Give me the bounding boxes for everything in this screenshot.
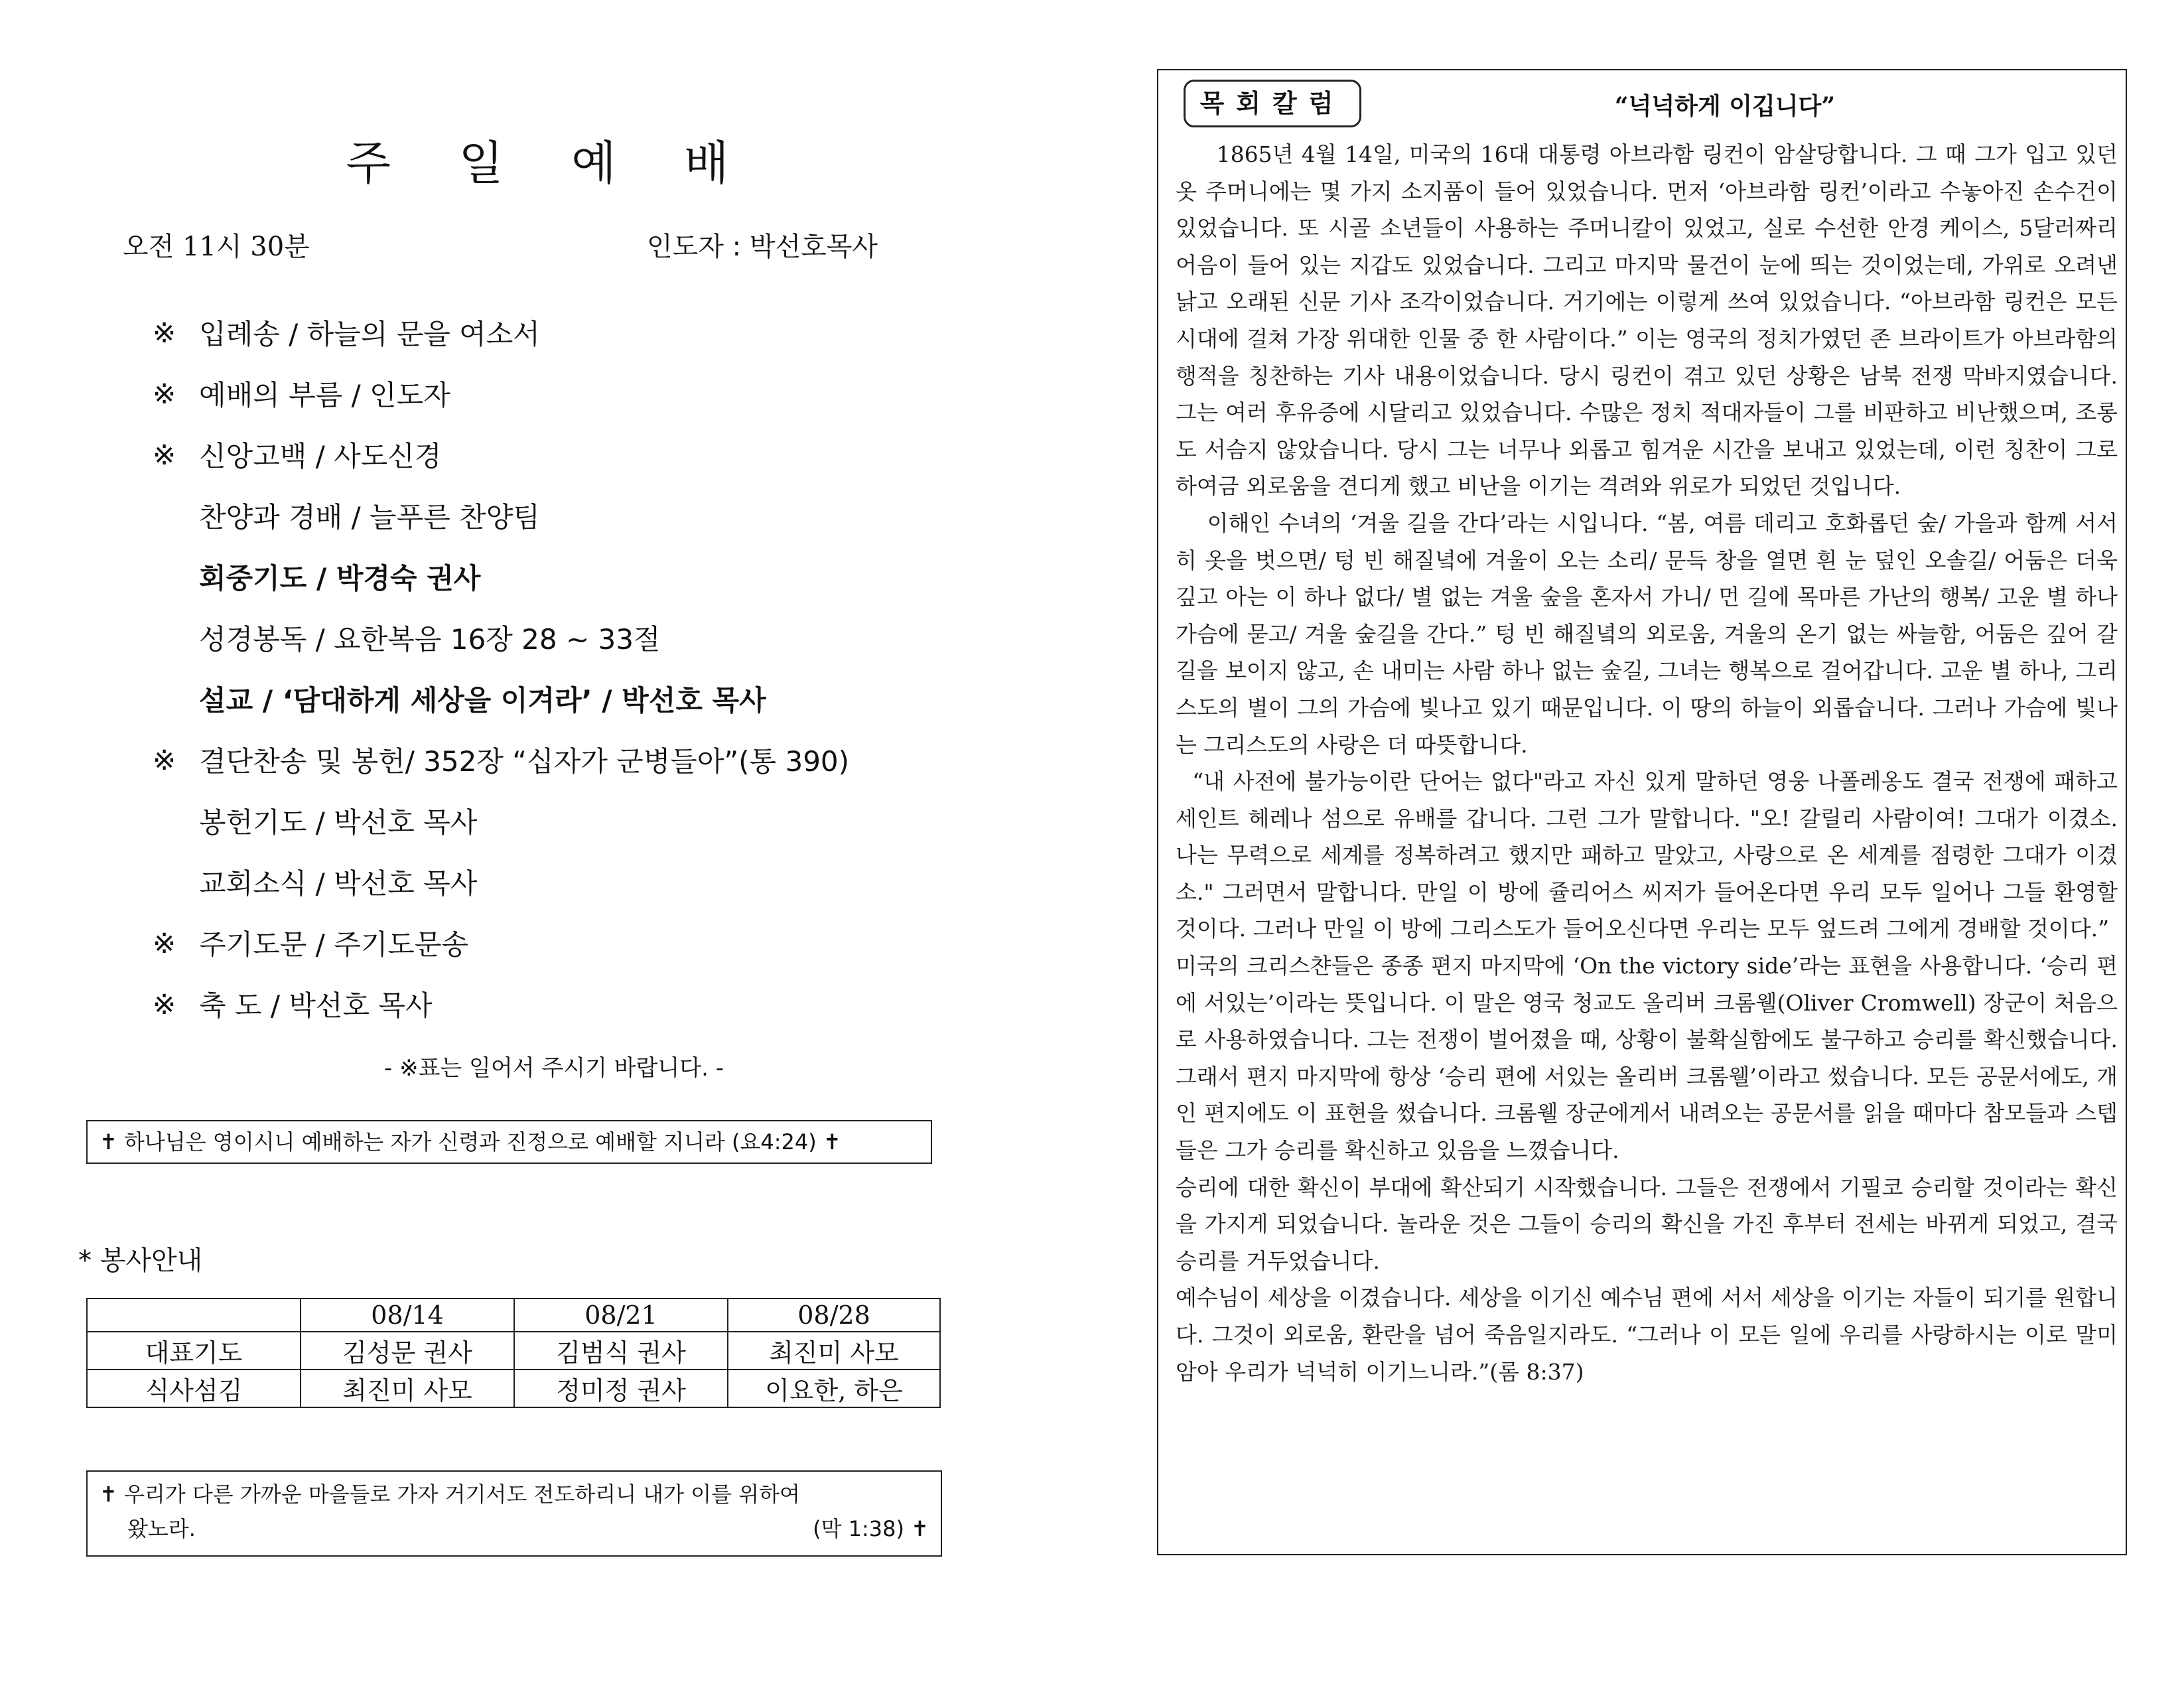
worship-title: 주 일 예 배: [346, 136, 756, 190]
standing-mark: ※: [153, 743, 176, 776]
worship-leader: 인도자 : 박선호목사: [647, 232, 878, 262]
column-paragraph: 예수님이 세상을 이겼습니다. 세상을 이기신 예수님 편에 서서 세상을 이기는 자들이 되기를 원합니다. 그것이 외로움, 환란을 넘어 죽음일지라도. “그러나 이 모든 일에 우리를 사랑하시는 이로 말미암아 우리가 넉넉히 이기느니라.”(롬 8:37): [1176, 1285, 2118, 1385]
order-item-text: 예배의 부름 / 인도자: [199, 379, 450, 411]
order-item: [153, 668, 982, 729]
order-item-text: 축 도 / 박선호 목사: [199, 989, 433, 1022]
table-cell: 김성문 권사: [301, 1332, 514, 1370]
order-item: [153, 851, 982, 912]
table-cell: 이요한, 하은: [728, 1370, 940, 1407]
order-item-text: 신앙고백 / 사도신경: [199, 440, 442, 472]
order-item-text: 찬양과 경배 / 늘푸른 찬양팀: [199, 501, 540, 533]
order-item-text: 주기도문 / 주기도문송: [199, 928, 469, 961]
verse-line-2-text: 왔노라.: [127, 1516, 196, 1541]
standing-mark: ※: [153, 316, 176, 349]
verse-line-2: [100, 1512, 929, 1546]
column-paragraph: “내 사전에 불가능이란 단어는 없다"라고 자신 있게 말하던 영웅 나폴레옹도 결국 전쟁에 패하고 세인트 헤레나 섬으로 유배를 갑니다. 그런 그가 말합니다. "오! 갈릴리 사람이여! 그대가 이겼소. 나는 무력으로 세계를 정복하려고 했지만 패하고 말았고, 사랑으로 온 세계를 점령한 그대가 이겼소." 그러면서 말합니다. 만일 이 방에 쥴리어스 씨저가 들어온다면 우리 모두 일어나 그들 환영할 것이다. 그러나 만일 이 방에 그리스도가 들어오신다면 우리는 모두 엎드려 그에게 경배할 것이다.”: [1176, 768, 2125, 942]
table-row: [87, 1370, 940, 1407]
standing-mark: ※: [153, 438, 176, 471]
order-of-worship-list: [153, 302, 982, 1034]
order-item-text: 성경봉독 / 요한복음 16장 28 ~ 33절: [199, 623, 661, 656]
column-paragraph: 승리에 대한 확신이 부대에 확산되기 시작했습니다. 그들은 전쟁에서 기필코 승리할 것이라는 확신을 가지게 되었습니다. 놀라운 것은 그들이 승리의 확신을 가진 후부터 전세는 바뀌게 되었고, 결국 승리를 거두었습니다.: [1176, 1174, 2118, 1274]
order-item: [153, 790, 982, 851]
table-cell: 대표기도: [87, 1332, 301, 1370]
verse-line-1: ✝ 우리가 다른 가까운 마을들로 가자 거기서도 전도하리니 내가 이를 위하여: [100, 1482, 800, 1507]
column-paragraph: 미국의 크리스챤들은 종종 편지 마지막에 ‘On the victory side’라는 표현을 사용합니다. ‘승리 편에 서있는’이라는 뜻입니다. 이 말은 영국 청교도 올리버 크롬웰(Oliver Cromwell) 장군이 처음으로 사용하였습니다. 그는 전쟁이 벌어졌을 때, 상황이 불확실함에도 불구하고 승리를 확신했습니다. 그래서 편지 마지막에 항상 ‘승리 편에 서있는 올리버 크롬웰’이라고 썼습니다. 모든 공문서에도, 개인 편지에도 이 표현을 썼습니다. 크롬웰 장군에게서 내려오는 공문서를 읽을 때마다 참모들과 스텝들은 그가 승리를 확신하고 있음을 느꼈습니다.: [1176, 953, 2118, 1164]
verse-reference: (막 1:38) ✝: [813, 1516, 929, 1541]
table-header-cell: 08/21: [514, 1299, 728, 1332]
table-cell: 최진미 사모: [301, 1370, 514, 1407]
standing-mark: ※: [153, 926, 176, 959]
order-item-text: 결단찬송 및 봉헌/ 352장 “십자가 군병들아”(통 390): [199, 745, 850, 778]
column-paragraph: 이해인 수녀의 ‘겨울 길을 간다’라는 시입니다. “봄, 여름 데리고 호화롭던 숲/ 가을과 함께 서서히 옷을 벗으면/ 텅 빈 해질녘에 겨울이 오는 소리/ 문득 창을 열면 흰 눈 덮인 오솔길/ 어둠은 더욱 깊고 아는 이 하나 없다/ 별 없는 겨울 숲을 혼자서 가니/ 먼 길에 목마른 가난의 행복/ 고운 별 하나 가슴에 묻고/ 겨울 숲길을 간다.” 텅 빈 해질녘의 외로움, 겨울의 온기 없는 싸늘함, 어둠은 깊어 갈 길을 보이지 않고, 손 내미는 사람 하나 없는 숲길, 그녀는 행복으로 걸어갑니다. 고운 별 하나, 그리스도의 별이 그의 가슴에 빛나고 있기 때문입니다. 이 땅의 하늘이 외롭습니다. 그러나 가슴에 빛나는 그리스도의 사랑은 더 따뜻합니다.: [1176, 510, 2125, 758]
table-cell: 식사섬김: [87, 1370, 301, 1407]
table-header-cell: [87, 1299, 301, 1332]
order-item: [153, 973, 982, 1034]
order-item: [153, 485, 982, 546]
service-table: [86, 1298, 941, 1408]
table-header-cell: 08/28: [728, 1299, 940, 1332]
order-item-text: 봉헌기도 / 박선호 목사: [199, 806, 478, 839]
table-cell: 정미정 권사: [514, 1370, 728, 1407]
table-cell: 김범식 권사: [514, 1332, 728, 1370]
column-badge: 목회칼럼: [1184, 80, 1361, 127]
column-paragraph: 1865년 4월 14일, 미국의 16대 대통령 아브라함 링컨이 암살당합니다. 그 때 그가 입고 있던 옷 주머니에는 몇 가지 소지품이 들어 있었습니다. 먼저 ‘아브라함 링컨’이라고 수놓아진 손수건이 있었습니다. 또 시골 소년들이 사용하는 주머니칼이 있었고, 실로 수선한 안경 케이스, 5달러짜리 어음이 들어 있는 지갑도 있었습니다. 그리고 마지막 물건이 눈에 띄는 것이었는데, 가위로 오려낸 낡고 오래된 신문 기사 조각이었습니다. 거기에는 이렇게 쓰여 있었습니다. “아브라함 링컨은 모든 시대에 걸쳐 가장 위대한 인물 중 한 사람이다.” 이는 영국의 정치가였던 존 브라이트가 아브라함의 행적을 칭찬하는 기사 내용이었습니다. 당시 링컨이 겪고 있던 상황은 남북 전쟁 막바지였습니다. 그는 여러 후유증에 시달리고 있었습니다. 수많은 정치 적대자들이 그를 비판하고 비난했으며, 조롱도 서슴지 않았습니다. 당시 그는 너무나 외롭고 힘겨운 시간을 보내고 있었는데, 이런 칭찬이 그로 하여금 외로움을 견디게 했고 비난을 이기는 격려와 위로가 되었던 것입니다.: [1176, 141, 2125, 500]
table-header-cell: 08/14: [301, 1299, 514, 1332]
order-item-text: 입례송 / 하늘의 문을 여소서: [199, 318, 540, 350]
order-item: [153, 363, 982, 424]
standing-mark: ※: [153, 377, 176, 410]
order-item-text: 회중기도 / 박경숙 권사: [199, 562, 481, 595]
order-item: [153, 546, 982, 607]
order-item: [153, 912, 982, 973]
stand-note: - ※표는 일어서 주시기 바랍니다. -: [384, 1055, 724, 1082]
order-item: [153, 607, 982, 668]
column-title: “넉넉하게 이깁니다”: [1614, 92, 1836, 120]
bible-verse-box: ✝ 하나님은 영이시니 예배하는 자가 신령과 진정으로 예배할 지니라 (요4:24) ✝: [86, 1120, 932, 1164]
bible-verse-box-2: [86, 1470, 942, 1557]
table-row: [87, 1332, 940, 1370]
table-cell: 최진미 사모: [728, 1332, 940, 1370]
standing-mark: ※: [153, 987, 176, 1021]
service-heading: * 봉사안내: [78, 1245, 203, 1276]
order-item-text: 교회소식 / 박선호 목사: [199, 867, 478, 900]
order-item: [153, 424, 982, 485]
worship-time: 오전 11시 30분: [123, 232, 310, 262]
order-item: [153, 302, 982, 363]
order-item-text: 설교 / ‘담대하게 세상을 이겨라’ / 박선호 목사: [199, 684, 766, 717]
table-header-row: [87, 1299, 940, 1332]
column-body: [1176, 136, 2125, 1390]
order-item: [153, 729, 982, 790]
